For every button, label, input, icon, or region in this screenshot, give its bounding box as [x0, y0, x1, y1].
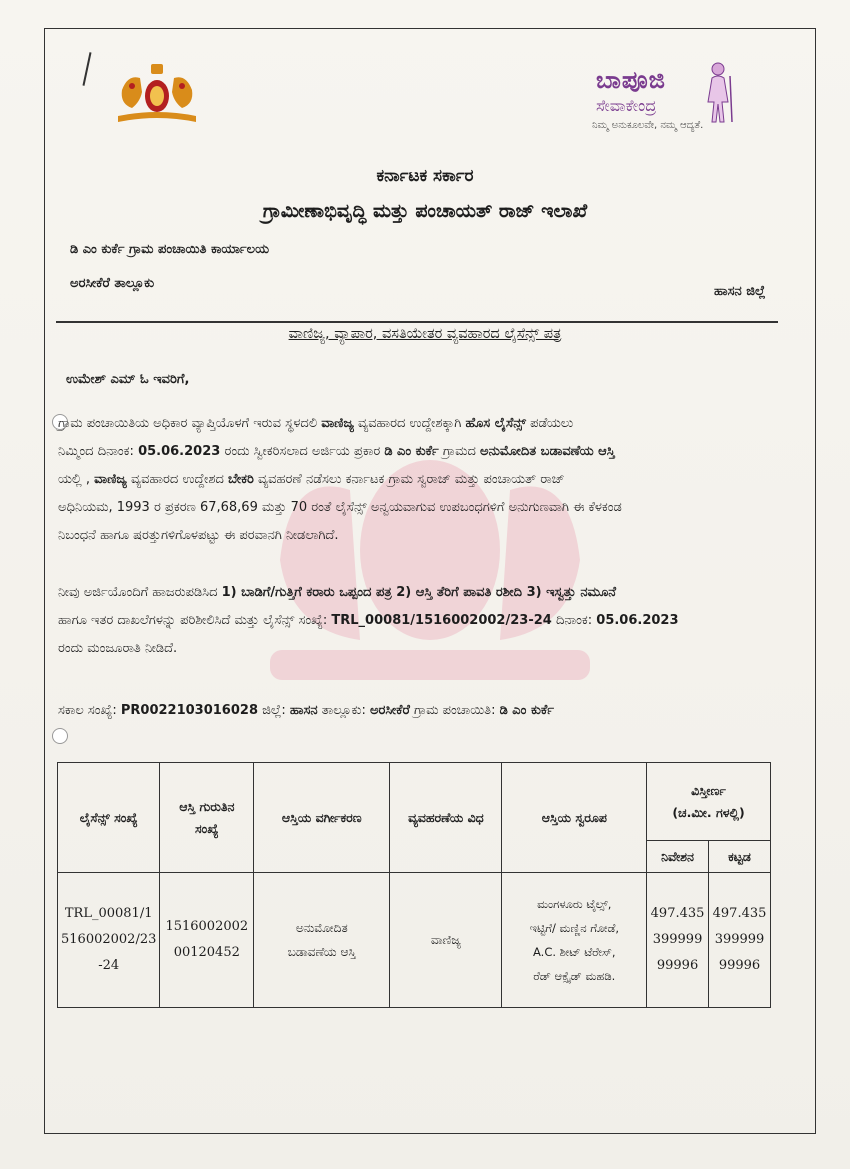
- text-span: ರೆಡ್ ಆಕ್ಸೈಡ್ ಮಹಡಿ.: [533, 969, 616, 984]
- text-span: 1516002002: [165, 919, 249, 935]
- text-span: A.C. ಶೀಟ್ ಟೆರೇಸ್,: [533, 945, 616, 960]
- header-license-no: ಲೈಸೆನ್ಸ್ ಸಂಖ್ಯೆ: [58, 763, 160, 873]
- punch-hole: [52, 728, 68, 744]
- application-date: 05.06.2023: [138, 444, 221, 459]
- bapuji-seva-kendra-logo: [592, 60, 752, 140]
- header-area: [647, 763, 771, 841]
- text-span: ವಾಣಿಜ್ಯ: [321, 416, 354, 431]
- header-property-id: [160, 763, 254, 873]
- header-site: ನಿವೇಶನ: [647, 841, 709, 873]
- text-span: ದಿನಾಂಕ:: [551, 613, 597, 628]
- text-span: ಗ್ರಾಮ ಪಂಚಾಯಿತಿಯ ಅಧಿಕಾರ ವ್ಯಾಪ್ತಿಯೊಳಗೆ ಇರುವ ಸ್ಥಳದಲಿ: [58, 416, 322, 431]
- text-span: 497.435: [712, 906, 767, 922]
- karnataka-emblem-icon: [110, 56, 204, 126]
- paragraph-1-line-2: [58, 438, 778, 466]
- text-span: ನಿಮ್ಮಿಂದ ದಿನಾಂಕ:: [58, 444, 139, 459]
- text-span: ಹಾಗೂ ಇತರ ದಾಖಲೆಗಳನ್ನು ಪರಿಶೀಲಿಸಿದೆ ಮತ್ತು ಲೈಸೆನ್ಸ್ ಸಂಖ್ಯೆ:: [58, 613, 332, 628]
- paragraph-1-line-4: ಅಧಿನಿಯಮ, 1993 ರ ಪ್ರಕರಣ 67,68,69 ಮತ್ತು 70 ರಂತೆ ಲೈಸೆನ್ಸ್ ಅನ್ವಯವಾಗುವ ಉಪಬಂಧಗಳಿಗೆ ಅನುಗುಣವಾಗಿ ಈ ಕೆಳಕಂಡ: [58, 500, 622, 515]
- sakala-line: [58, 703, 554, 718]
- header-building: ಕಟ್ಟಡ: [709, 841, 771, 873]
- text-span: 399999: [714, 932, 765, 948]
- license-number: TRL_00081/1516002002/23-24: [331, 613, 552, 628]
- business-activity: ಬೇಕರಿ: [228, 472, 254, 487]
- text-span: 497.435: [650, 906, 705, 922]
- paragraph-1: [58, 410, 778, 550]
- gandhi-figure-icon: [698, 60, 738, 124]
- text-span: ವ್ಯವಹರಣೆ ನಡೆಸಲು ಕರ್ನಾಟಕ ಗ್ರಾಮ ಸ್ವರಾಜ್ ಮತ್ತು ಪಂಚಾಯತ್ ರಾಜ್: [253, 472, 565, 487]
- paragraph-1-line-1: [58, 410, 778, 438]
- paragraph-1-line-5: ನಿಬಂಧನೆ ಹಾಗೂ ಷರತ್ತುಗಳಿಗೊಳಪಟ್ಟು ಈ ಪರವಾನಗಿ ನೀಡಲಾಗಿದೆ.: [58, 528, 339, 543]
- text-span: ಇಟ್ಟಿಗೆ/ ಮಣ್ಣಿನ ಗೋಡೆ,: [529, 921, 620, 936]
- table-header-row: [58, 763, 771, 841]
- header-divider: [56, 321, 778, 323]
- text-span: ವಾಣಿಜ್ಯ: [94, 472, 127, 487]
- text-span: ವ್ಯವಹಾರದ ಉದ್ದೇಶದ: [126, 472, 228, 487]
- cell-building-area: [709, 873, 771, 1008]
- district-name: ಹಾಸನ ಜಿಲ್ಲೆ: [714, 284, 766, 299]
- office-name: ಡಿ ಎಂ ಕುರ್ಕೆ ಗ್ರಾಮ ಪಂಚಾಯಿತಿ ಕಾರ್ಯಾಲಯ: [70, 242, 270, 257]
- paragraph-1-line-3: [58, 466, 778, 494]
- documents-list: 1) ಬಾಡಿಗೆ/ಗುತ್ತಿಗೆ ಕರಾರು ಒಪ್ಪಂದ ಪತ್ರ 2) ಆಸ್ತಿ ತೆರಿಗೆ ಪಾವತಿ ರಶೀದಿ 3) ಇಸ್ವತ್ತು ನಮೂನೆ: [221, 585, 617, 600]
- license-title: ವಾಣಿಜ್ಯ, ವ್ಯಾಪಾರ, ವಸತಿಯೇತರ ವ್ಯವಹಾರದ ಲೈಸೆನ್ಸ್ ಪತ್ರ: [288, 326, 562, 342]
- text-span: 399999: [652, 932, 703, 948]
- text-span: ಹಾಸನ: [289, 703, 318, 718]
- text-span: ಯಲ್ಲಿ ,: [58, 472, 95, 487]
- logo-tagline: ನಿಮ್ಮ ಅನುಕೂಲವೇ, ನಮ್ಮ ಆದ್ಯತೆ.: [592, 120, 704, 131]
- text-span: ಸಕಾಲ ಸಂಖ್ಯೆ:: [58, 703, 121, 718]
- paragraph-2-line-1: [58, 579, 778, 607]
- paragraph-2: [58, 579, 778, 663]
- text-span: ತಾಲ್ಲೂಕು:: [317, 703, 370, 718]
- cell-property-nature: [502, 873, 647, 1008]
- text-span: ವಿಸ್ತೀರ್ಣ: [691, 782, 726, 798]
- text-span: ಆಸ್ತಿ ಗುರುತಿನ: [179, 798, 235, 814]
- text-span: ಪಡೆಯಲು: [525, 416, 574, 431]
- text-span: (ಚ.ಮೀ. ಗಳಲ್ಲಿ): [672, 804, 745, 820]
- text-span: 516002002/23: [61, 932, 157, 948]
- text-span: ಬಡಾವಣೆಯ ಆಸ್ತಿ: [287, 945, 356, 960]
- text-span: ಡಿ ಎಂ ಕುರ್ಕೆ: [384, 444, 439, 459]
- text-span: ಅನುಮೋದಿತ: [295, 921, 348, 936]
- table-row: [58, 873, 771, 1008]
- text-span: ಗ್ರಾಮದ: [438, 444, 480, 459]
- paragraph-2-line-3: ರಂದು ಮಂಜೂರಾತಿ ನೀಡಿದೆ.: [58, 641, 178, 656]
- addressee: ಉಮೇಶ್ ಎಮ್ ಓ ಇವರಿಗೆ,: [66, 372, 190, 387]
- text-span: ಸಂಖ್ಯೆ: [195, 820, 219, 836]
- header-business-type: ವ್ಯವಹರಣೆಯ ವಿಧ: [390, 763, 502, 873]
- paragraph-2-line-2: [58, 607, 778, 635]
- text-span: ನೀವು ಅರ್ಜಿಯೊಂದಿಗೆ ಹಾಜರುಪಡಿಸಿದ: [58, 585, 222, 600]
- text-span: ಗ್ರಾಮ ಪಂಚಾಯಿತಿ:: [409, 703, 500, 718]
- cell-site-area: [647, 873, 709, 1008]
- license-date: 05.06.2023: [596, 613, 679, 628]
- text-span: ಹೊಸ ಲೈಸೆನ್ಸ್: [465, 416, 526, 431]
- cell-business-type: ವಾಣಿಜ್ಯ: [390, 873, 502, 1008]
- text-span: 99996: [718, 958, 761, 974]
- text-span: 99996: [656, 958, 699, 974]
- government-title: ಕರ್ನಾಟಕ ಸರ್ಕಾರ: [376, 166, 474, 186]
- header-property-class: ಆಸ್ತಿಯ ವರ್ಗೀಕರಣ: [254, 763, 390, 873]
- text-span: TRL_00081/1: [64, 906, 153, 922]
- text-span: ಅನುಮೋದಿತ ಬಡಾವಣೆಯ ಆಸ್ತಿ: [480, 444, 615, 459]
- logo-line-1: ಬಾಪೂಜಿ: [596, 66, 666, 94]
- cell-property-id: [160, 873, 254, 1008]
- text-span: ರಂದು ಸ್ವೀಕರಿಸಲಾದ ಅರ್ಜಿಯ ಪ್ರಕಾರ: [220, 444, 385, 459]
- header-property-nature: ಆಸ್ತಿಯ ಸ್ವರೂಪ: [502, 763, 647, 873]
- department-title: ಗ್ರಾಮೀಣಾಭಿವೃದ್ಧಿ ಮತ್ತು ಪಂಚಾಯತ್ ರಾಜ್ ಇಲಾಖೆ: [262, 200, 588, 222]
- text-span: ಡಿ ಎಂ ಕುರ್ಕೆ: [499, 703, 555, 718]
- text-span: 00120452: [173, 945, 240, 961]
- cell-property-class: [254, 873, 390, 1008]
- license-details-table: [57, 762, 771, 1008]
- text-span: ಜಿಲ್ಲೆ:: [258, 703, 290, 718]
- text-span: ವ್ಯವಹಾರದ ಉದ್ದೇಶಕ್ಕಾಗಿ: [353, 416, 466, 431]
- text-span: -24: [98, 958, 120, 974]
- text-span: ಅರಸೀಕೆರೆ: [369, 703, 410, 718]
- logo-line-2: ಸೇವಾಕೇಂದ್ರ: [596, 96, 657, 115]
- taluk-name: ಅರಸೀಕೆರೆ ತಾಲ್ಲೂಕು: [70, 276, 155, 291]
- cell-license-no: [58, 873, 160, 1008]
- text-span: ಮಂಗಳೂರು ಟೈಲ್ಸ್,: [537, 897, 612, 912]
- sakala-number: PR0022103016028: [120, 703, 258, 718]
